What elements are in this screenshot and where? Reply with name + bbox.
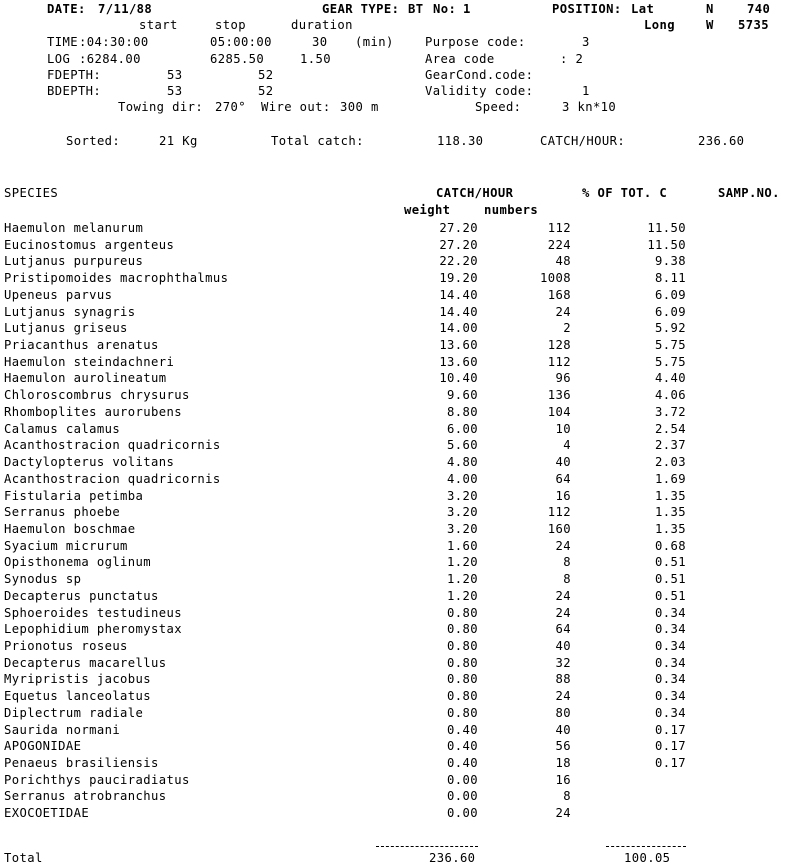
numbers-subheader: numbers	[484, 203, 539, 217]
weight-cell: 4.80	[447, 455, 478, 470]
table-row	[0, 504, 800, 521]
species-name: Acanthostracion quadricornis	[4, 438, 221, 453]
total-pct-value: 100.05	[624, 851, 671, 865]
weight-cell: 0.80	[447, 605, 478, 620]
pct-cell: 2.54	[655, 421, 686, 436]
long-dir: W	[706, 18, 714, 32]
numbers-cell: 4	[563, 438, 571, 453]
numbers-cell: 24	[555, 806, 571, 821]
wire-out-label: Wire out:	[261, 100, 331, 114]
table-row	[0, 538, 800, 555]
pct-total-rule	[606, 846, 686, 847]
numbers-cell: 10	[555, 421, 571, 436]
numbers-cell: 56	[555, 739, 571, 754]
table-row	[0, 387, 800, 404]
table-row	[0, 688, 800, 705]
fdepth-start: 53	[167, 68, 183, 82]
pct-cell: 0.17	[655, 756, 686, 770]
sample-number-column-header: SAMP.NO.	[718, 186, 780, 200]
table-row	[0, 571, 800, 588]
species-name: Serranus phoebe	[4, 505, 121, 520]
weight-cell: 0.80	[447, 638, 478, 653]
date-value: 7/11/88	[98, 2, 153, 16]
weight-cell: 0.00	[447, 772, 478, 787]
numbers-cell: 8	[563, 555, 571, 570]
pct-cell: 0.34	[655, 622, 686, 637]
time-stop: 05:00:00	[210, 35, 272, 49]
species-name: Acanthostracion quadricornis	[4, 471, 221, 486]
log-start: :6284.00	[79, 52, 141, 66]
species-name: Priacanthus arenatus	[4, 338, 159, 353]
numbers-cell: 64	[555, 622, 571, 637]
weight-cell: 0.80	[447, 705, 478, 720]
catch-per-hour-label: CATCH/HOUR:	[540, 134, 626, 148]
table-row	[0, 805, 800, 822]
numbers-cell: 104	[547, 404, 571, 419]
pct-cell: 2.03	[655, 455, 686, 470]
pct-cell: 1.35	[655, 521, 686, 536]
table-row	[0, 437, 800, 454]
species-name: Lepophidium pheromystax	[4, 622, 182, 637]
table-row	[0, 471, 800, 488]
numbers-cell: 1008	[540, 271, 571, 286]
species-name: Opisthonema oglinum	[4, 555, 152, 570]
time-duration: 30	[312, 35, 328, 49]
lat-label: Lat	[631, 2, 655, 16]
weight-cell: 27.20	[439, 237, 478, 252]
numbers-cell: 8	[563, 572, 571, 587]
pct-cell: 1.35	[655, 505, 686, 520]
species-name: Myripristis jacobus	[4, 672, 152, 687]
pct-cell: 0.17	[655, 739, 686, 754]
species-name: Haemulon aurolineatum	[4, 371, 167, 386]
pct-cell: 11.50	[647, 221, 686, 235]
weight-cell: 9.60	[447, 388, 478, 403]
numbers-cell: 112	[547, 354, 571, 369]
numbers-cell: 24	[555, 588, 571, 603]
numbers-cell: 160	[547, 521, 571, 536]
pct-cell: 0.34	[655, 689, 686, 704]
duration-column-label: duration	[291, 18, 353, 32]
species-name: Chloroscombrus chrysurus	[4, 388, 190, 403]
long-label: Long	[644, 18, 675, 32]
pct-of-total-column-header: % OF TOT. C	[582, 186, 668, 200]
species-name: Porichthys pauciradiatus	[4, 772, 190, 787]
numbers-cell: 88	[555, 672, 571, 687]
weight-cell: 6.00	[447, 421, 478, 436]
weight-cell: 3.20	[447, 505, 478, 520]
species-name: Upeneus parvus	[4, 287, 113, 302]
pct-cell: 0.34	[655, 672, 686, 687]
species-name: Calamus calamus	[4, 421, 121, 436]
weight-cell: 4.00	[447, 471, 478, 486]
weight-cell: 1.60	[447, 538, 478, 553]
table-row	[0, 621, 800, 638]
numbers-cell: 24	[555, 304, 571, 319]
species-name: Synodus sp	[4, 572, 82, 587]
table-row	[0, 638, 800, 655]
pct-cell: 4.06	[655, 388, 686, 403]
wire-out-value: 300 m	[340, 100, 379, 114]
species-name: Serranus atrobranchus	[4, 789, 167, 804]
table-row	[0, 521, 800, 538]
weight-cell: 1.20	[447, 588, 478, 603]
species-name: Diplectrum radiale	[4, 705, 144, 720]
towing-dir-value: 270°	[215, 100, 246, 114]
speed-label: Speed:	[475, 100, 522, 114]
bdepth-label: BDEPTH:	[47, 84, 102, 98]
table-row	[0, 605, 800, 622]
weight-cell: 3.20	[447, 488, 478, 503]
weight-cell: 0.80	[447, 689, 478, 704]
speed-value: 3 kn*10	[562, 100, 617, 114]
table-row	[0, 671, 800, 688]
table-row	[0, 772, 800, 789]
numbers-cell: 224	[547, 237, 571, 252]
pct-cell: 5.75	[655, 338, 686, 353]
numbers-cell: 112	[547, 505, 571, 520]
species-name: Pristipomoides macrophthalmus	[4, 271, 229, 286]
table-row	[0, 320, 800, 337]
weight-cell: 1.20	[447, 555, 478, 570]
weight-cell: 3.20	[447, 521, 478, 536]
table-row	[0, 370, 800, 387]
species-name: Decapterus macarellus	[4, 655, 167, 670]
table-row	[0, 337, 800, 354]
lat-dir: N	[706, 2, 714, 16]
catch-hour-column-header: CATCH/HOUR	[436, 186, 514, 200]
table-row	[0, 237, 800, 254]
log-label: LOG	[47, 52, 71, 66]
weight-cell: 1.20	[447, 572, 478, 587]
table-row	[0, 304, 800, 321]
pct-cell: 1.35	[655, 488, 686, 503]
bdepth-start: 53	[167, 84, 183, 98]
pct-cell: 3.72	[655, 404, 686, 419]
numbers-cell: 64	[555, 471, 571, 486]
table-row	[0, 488, 800, 505]
weight-cell: 0.80	[447, 655, 478, 670]
long-value: 5735	[738, 18, 769, 32]
species-name: Haemulon boschmae	[4, 521, 136, 536]
species-name: Haemulon steindachneri	[4, 354, 175, 369]
pct-cell: 0.51	[655, 555, 686, 570]
species-name: Saurida normani	[4, 722, 121, 737]
numbers-cell: 48	[555, 254, 571, 269]
numbers-cell: 40	[555, 638, 571, 653]
numbers-cell: 24	[555, 605, 571, 620]
species-name: Decapterus punctatus	[4, 588, 159, 603]
weight-cell: 22.20	[439, 254, 478, 269]
species-name: Haemulon melanurum	[4, 221, 144, 235]
pct-cell: 0.51	[655, 572, 686, 587]
total-catch-label: Total catch:	[271, 134, 364, 148]
weight-cell: 0.40	[447, 756, 478, 770]
numbers-cell: 96	[555, 371, 571, 386]
area-code-label: Area code	[425, 52, 495, 66]
species-name: Prionotus roseus	[4, 638, 128, 653]
purpose-code-label: Purpose code:	[425, 35, 526, 49]
total-catch-value: 118.30	[437, 134, 484, 148]
species-name: Equetus lanceolatus	[4, 689, 152, 704]
pct-cell: 2.37	[655, 438, 686, 453]
table-row	[0, 421, 800, 438]
fdepth-stop: 52	[258, 68, 274, 82]
numbers-cell: 24	[555, 538, 571, 553]
log-stop: 6285.50	[210, 52, 265, 66]
gearcond-code-label: GearCond.code:	[425, 68, 534, 82]
species-name: EXOCOETIDAE	[4, 806, 90, 821]
weight-subheader: weight	[404, 203, 451, 217]
time-unit: (min)	[355, 35, 394, 49]
weight-cell: 5.60	[447, 438, 478, 453]
weight-cell: 0.00	[447, 789, 478, 804]
time-label: TIME	[47, 35, 78, 49]
species-name: Fistularia petimba	[4, 488, 144, 503]
table-row	[0, 287, 800, 304]
gear-type-value: BT	[408, 2, 424, 16]
numbers-cell: 16	[555, 488, 571, 503]
pct-cell: 0.34	[655, 638, 686, 653]
pct-cell: 9.38	[655, 254, 686, 269]
total-label: Total	[4, 851, 43, 865]
lat-value: 740	[747, 2, 771, 16]
numbers-cell: 40	[555, 455, 571, 470]
species-name: Penaeus brasiliensis	[4, 756, 159, 770]
sorted-value: 21 Kg	[159, 134, 198, 148]
total-weight-value: 236.60	[429, 851, 476, 865]
species-name: APOGONIDAE	[4, 739, 82, 754]
table-row	[0, 722, 800, 739]
table-row	[0, 588, 800, 605]
numbers-cell: 18	[555, 756, 571, 770]
weight-cell: 8.80	[447, 404, 478, 419]
weight-cell: 0.80	[447, 622, 478, 637]
catch-per-hour-value: 236.60	[698, 134, 745, 148]
pct-cell: 5.92	[655, 321, 686, 336]
bdepth-stop: 52	[258, 84, 274, 98]
table-row	[0, 270, 800, 287]
numbers-cell: 8	[563, 789, 571, 804]
numbers-cell: 24	[555, 689, 571, 704]
numbers-cell: 168	[547, 287, 571, 302]
numbers-cell: 40	[555, 722, 571, 737]
position-label: POSITION:	[552, 2, 622, 16]
table-row	[0, 554, 800, 571]
towing-dir-label: Towing dir:	[118, 100, 204, 114]
pct-cell: 8.11	[655, 271, 686, 286]
pct-cell: 6.09	[655, 304, 686, 319]
gear-type-label: GEAR TYPE:	[322, 2, 400, 16]
table-row	[0, 655, 800, 672]
weight-cell: 14.40	[439, 304, 478, 319]
no-label: No:	[433, 2, 457, 16]
pct-cell: 0.51	[655, 588, 686, 603]
pct-cell: 5.75	[655, 354, 686, 369]
pct-cell: 6.09	[655, 287, 686, 302]
pct-cell: 4.40	[655, 371, 686, 386]
species-name: Lutjanus purpureus	[4, 254, 144, 269]
pct-cell: 0.34	[655, 705, 686, 720]
species-table-body	[0, 220, 800, 822]
numbers-cell: 16	[555, 772, 571, 787]
species-name: Lutjanus griseus	[4, 321, 128, 336]
time-start: :04:30:00	[79, 35, 149, 49]
weight-cell: 0.80	[447, 672, 478, 687]
species-name: Dactylopterus volitans	[4, 455, 175, 470]
purpose-code-value: 3	[582, 35, 590, 49]
weight-cell: 14.40	[439, 287, 478, 302]
table-row	[0, 705, 800, 722]
pct-cell: 1.69	[655, 471, 686, 486]
fdepth-label: FDEPTH:	[47, 68, 102, 82]
weight-cell: 10.40	[439, 371, 478, 386]
table-row	[0, 354, 800, 371]
pct-cell: 0.34	[655, 605, 686, 620]
stop-column-label: stop	[215, 18, 246, 32]
weight-cell: 27.20	[439, 221, 478, 235]
weight-cell: 0.40	[447, 739, 478, 754]
weight-total-rule	[376, 846, 478, 847]
weight-cell: 0.00	[447, 806, 478, 821]
log-duration: 1.50	[300, 52, 331, 66]
weight-cell: 13.60	[439, 354, 478, 369]
weight-cell: 0.40	[447, 722, 478, 737]
pct-cell: 0.68	[655, 538, 686, 553]
species-name: Eucinostomus argenteus	[4, 237, 175, 252]
species-name: Syacium micrurum	[4, 538, 128, 553]
pct-cell: 0.17	[655, 722, 686, 737]
numbers-cell: 80	[555, 705, 571, 720]
table-row	[0, 220, 800, 237]
table-row	[0, 788, 800, 805]
numbers-cell: 136	[547, 388, 571, 403]
numbers-cell: 32	[555, 655, 571, 670]
weight-cell: 13.60	[439, 338, 478, 353]
area-code-value: : 2	[560, 52, 584, 66]
no-value: 1	[463, 2, 471, 16]
species-name: Sphoeroides testudineus	[4, 605, 182, 620]
species-column-header: SPECIES	[4, 186, 59, 200]
numbers-cell: 112	[547, 221, 571, 235]
date-label: DATE:	[47, 2, 86, 16]
species-name: Rhomboplites aurorubens	[4, 404, 182, 419]
weight-cell: 14.00	[439, 321, 478, 336]
validity-code-label: Validity code:	[425, 84, 534, 98]
table-row	[0, 738, 800, 755]
weight-cell: 19.20	[439, 271, 478, 286]
pct-cell: 11.50	[647, 237, 686, 252]
numbers-cell: 128	[547, 338, 571, 353]
species-name: Lutjanus synagris	[4, 304, 136, 319]
numbers-cell: 2	[563, 321, 571, 336]
pct-cell: 0.34	[655, 655, 686, 670]
table-row	[0, 454, 800, 471]
start-column-label: start	[139, 18, 178, 32]
sorted-label: Sorted:	[66, 134, 121, 148]
table-row	[0, 404, 800, 421]
table-row	[0, 755, 800, 772]
validity-code-value: 1	[582, 84, 590, 98]
table-row	[0, 253, 800, 270]
